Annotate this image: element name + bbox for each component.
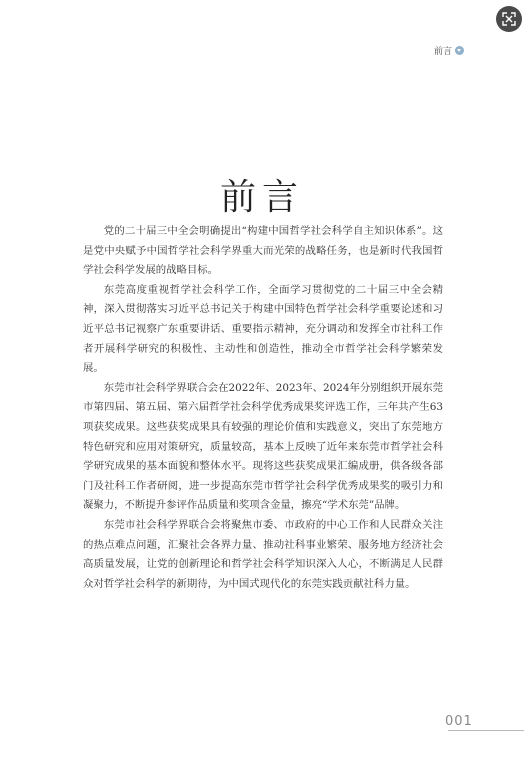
expand-icon — [502, 12, 516, 26]
running-header — [434, 44, 464, 57]
paragraph: 东莞市社会科学界联合会在2022年、2023年、2024年分别组织开展东莞市第四届、第五届、第六届哲学社会科学优秀成果奖评选工作，三年共产生63项获奖成果。这些获奖成果具有较强的理论价值和实践意义，突出了东莞地方特色研究和应用对策研究，质量较高，基本上反映了近年来东莞市哲学社会科学研究成果的基本面貌和整体水平。现将这些获奖成果汇编成册，供各级各部门及社科工作者研阅，进一步提高东莞市哲学社会科学优秀成果奖的吸引力和凝聚力，不断提升参评作品质量和奖项含金量，擦亮“学术东莞”品牌。 — [83, 381, 443, 512]
running-head-text: 前言 — [433, 47, 452, 57]
body-text — [83, 222, 443, 594]
page-number: 001 — [445, 714, 473, 729]
page-title: 前言 — [219, 177, 304, 219]
footer-rule — [448, 730, 524, 731]
paragraph: 党的二十届三中全会明确提出“构建中国哲学社会科学自主知识体系”。这是党中央赋予中国哲学社会科学界重大而光荣的战略任务，也是新时代我国哲学社会科学发展的战略目标。 — [83, 225, 443, 277]
chevron-down-icon — [455, 46, 464, 55]
expand-button[interactable] — [496, 6, 522, 32]
paragraph: 东莞高度重视哲学社会科学工作，全面学习贯彻党的二十届三中全会精神，深入贯彻落实习近平总书记关于构建中国特色哲学社会科学重要论述和习近平总书记视察广东重要讲话、重要指示精神，充分调动和发挥全市社科工作者开展科学研究的积极性、主动性和创造性，推动全市哲学社会科学繁荣发展。 — [83, 283, 443, 375]
paragraph: 东莞市社会科学界联合会将聚焦市委、市政府的中心工作和人民群众关注的热点难点问题，汇聚社会各界力量、推动社科事业繁荣、服务地方经济社会高质量发展，让党的创新理论和哲学社会科学知识深入人心，不断满足人民群众对哲学社会科学的新期待，为中国式现代化的东莞实践贡献社科力量。 — [83, 518, 443, 590]
